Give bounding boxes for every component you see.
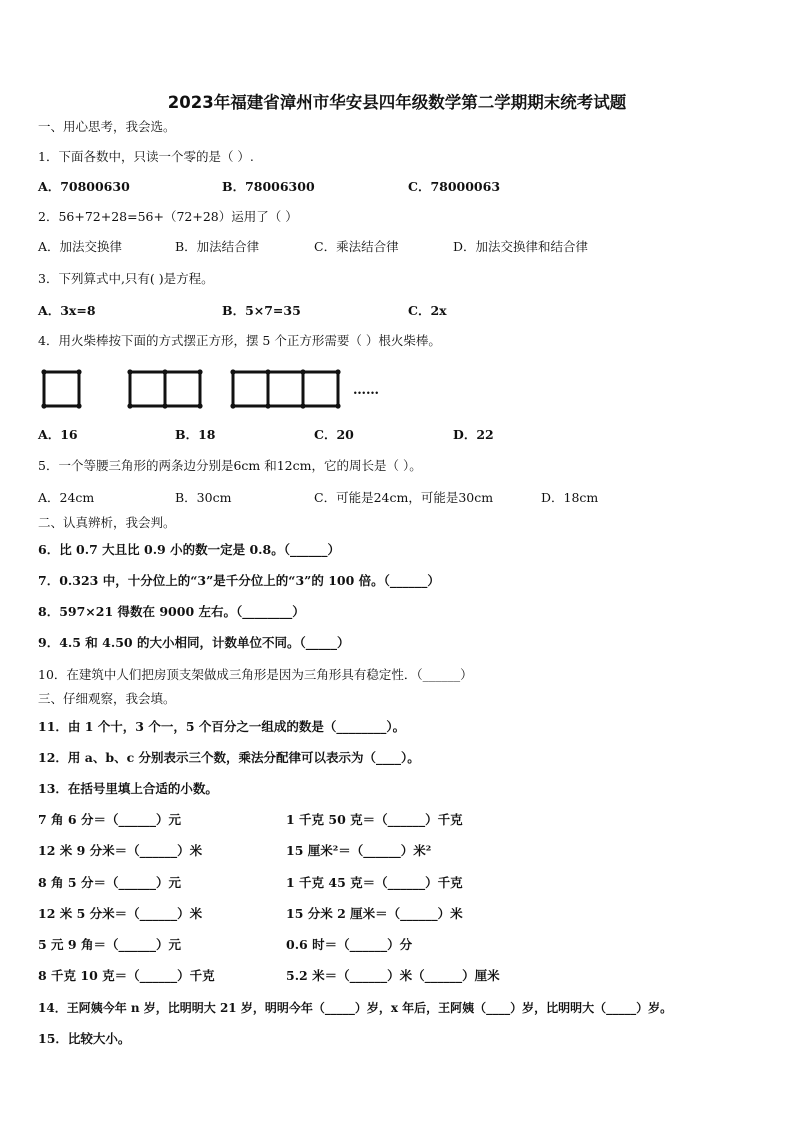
question-11: 11．由 1 个十，3 个一，5 个百分之一组成的数是（________）。 <box>38 719 406 734</box>
page-title: 2023年福建省漳州市华安县四年级数学第二学期期末统考试题 <box>167 93 627 112</box>
matchstick-squares-figure <box>38 366 398 414</box>
q3-option-b: B．5×7=35 <box>222 303 301 318</box>
q2-option-c: C．乘法结合律 <box>314 239 399 254</box>
q4-option-b: B．18 <box>175 427 216 442</box>
q2-option-a: A．加法交换律 <box>38 239 123 254</box>
question-8: 8．597×21 得数在 9000 左右。（________） <box>38 604 305 619</box>
question-6: 6．比 0.7 大且比 0.9 小的数一定是 0.8。（______） <box>38 542 340 557</box>
q13-item-right-3: 1 千克 45 克＝（______）千克 <box>286 875 463 890</box>
question-14: 14．王阿姨今年 n 岁，比明明大 21 岁，明明今年（_____）岁，x 年后，王阿姨（____）岁，比明明大（_____）岁。 <box>38 1001 673 1015</box>
one-square-group <box>44 372 79 406</box>
question-13: 13．在括号里填上合适的小数。 <box>38 781 218 796</box>
q2-option-b: B．加法结合律 <box>175 239 260 254</box>
q13-item-left-5: 5 元 9 角＝（______）元 <box>38 937 181 952</box>
q13-item-left-3: 8 角 5 分＝（______）元 <box>38 875 181 890</box>
question-4: 4．用火柴棒按下面的方式摆正方形，摆 5 个正方形需要（ ）根火柴棒。 <box>38 333 441 348</box>
question-1: 1．下面各数中，只读一个零的是（ ）. <box>38 149 254 164</box>
question-9: 9．4.5 和 4.50 的大小相同，计数单位不同。（_____） <box>38 635 350 650</box>
q1-option-c: C．78000063 <box>408 179 501 194</box>
three-squares-heads <box>230 369 340 408</box>
q13-item-left-1: 7 角 6 分＝（______）元 <box>38 812 181 827</box>
section-heading-2: 二、认真辨析，我会判。 <box>38 515 176 530</box>
q13-item-left-6: 8 千克 10 克＝（______）千克 <box>38 968 215 983</box>
question-15: 15．比较大小。 <box>38 1031 131 1046</box>
q5-option-a: A．24cm <box>38 490 95 505</box>
question-10: 10．在建筑中人们把房顶支架做成三角形是因为三角形具有稳定性．（______） <box>38 667 473 682</box>
two-squares-group <box>130 372 200 406</box>
q5-option-b: B．30cm <box>175 490 232 505</box>
q13-item-left-2: 12 米 9 分米＝（______）米 <box>38 843 203 858</box>
q3-option-a: A．3x=8 <box>38 303 96 318</box>
question-12: 12．用 a、b、c 分别表示三个数，乘法分配律可以表示为（____）。 <box>38 750 420 765</box>
q13-item-right-5: 0.6 时＝（______）分 <box>286 937 413 952</box>
question-2: 2．56+72+28=56+（72+28）运用了（ ） <box>38 209 298 224</box>
q2-option-d: D．加法交换律和结合律 <box>453 239 589 254</box>
q13-item-right-1: 1 千克 50 克＝（______）千克 <box>286 812 463 827</box>
section-heading-3: 三、仔细观察，我会填。 <box>38 691 176 706</box>
three-squares-group <box>233 372 338 406</box>
section-heading-1: 一、用心思考，我会选。 <box>38 119 176 134</box>
q5-option-c: C．可能是24cm，可能是30cm <box>314 490 494 505</box>
q4-option-d: D．22 <box>453 427 494 442</box>
q13-item-right-4: 15 分米 2 厘米＝（______）米 <box>286 906 463 921</box>
continuation-dots: …… <box>353 383 379 398</box>
question-3: 3．下列算式中,只有( )是方程。 <box>38 271 214 286</box>
question-5: 5．一个等腰三角形的两条边分别是6cm 和12cm，它的周长是（ ）。 <box>38 458 422 473</box>
question-7: 7．0.323 中，十分位上的“3”是千分位上的“3”的 100 倍。（______） <box>38 573 440 588</box>
q13-item-right-6: 5.2 米＝（______）米（______）厘米 <box>286 968 500 983</box>
q5-option-d: D．18cm <box>541 490 599 505</box>
one-square-heads <box>41 369 81 408</box>
q4-option-a: A．16 <box>38 427 78 442</box>
q4-option-c: C．20 <box>314 427 354 442</box>
q3-option-c: C．2x <box>408 303 447 318</box>
q1-option-a: A．70800630 <box>38 179 130 194</box>
q13-item-left-4: 12 米 5 分米＝（______）米 <box>38 906 203 921</box>
q1-option-b: B．78006300 <box>222 179 315 194</box>
q13-item-right-2: 15 厘米²＝（______）米² <box>286 843 432 858</box>
